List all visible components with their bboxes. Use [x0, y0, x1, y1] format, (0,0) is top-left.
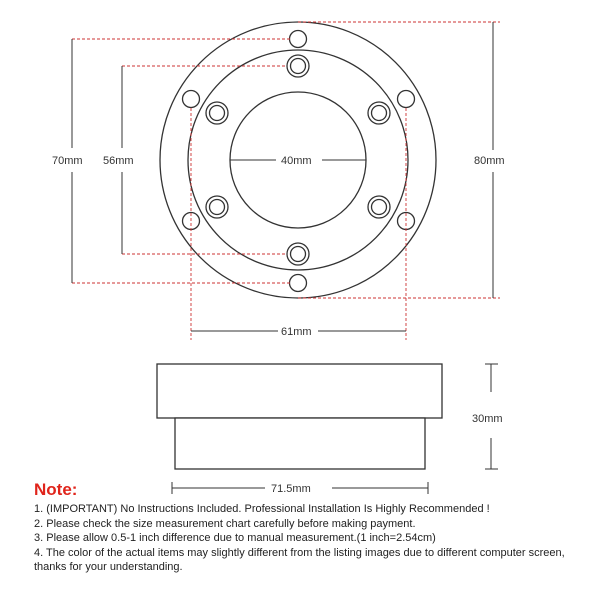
extension-lines	[72, 22, 500, 340]
side-hub	[175, 418, 425, 469]
side-view	[157, 364, 442, 469]
note-item: 2. Please check the size measurement chart carefully before making payment.	[34, 517, 416, 530]
label-71-5mm: 71.5mm	[271, 483, 311, 495]
dimension-40mm	[230, 155, 366, 167]
stud-hole-top	[290, 31, 307, 48]
dimension-70mm	[52, 39, 83, 283]
note-list	[34, 502, 594, 575]
note-item: 1. (IMPORTANT) No Instructions Included. Professional Installation Is Highly Recommended !	[34, 503, 490, 515]
dimension-61mm	[191, 326, 406, 338]
label-70mm: 70mm	[52, 155, 83, 167]
stud-hole-bottom	[290, 275, 307, 292]
note-item: 4. The color of the actual items may slightly different from the listing images due to different computer screen, thanks for your understanding.	[34, 546, 565, 573]
note-item: 3. Please allow 0.5-1 inch difference due to manual measurement.(1 inch=2.54cm)	[34, 532, 436, 544]
stud-hole-upper-left	[183, 91, 200, 108]
dimension-71-5mm	[172, 482, 428, 495]
dimension-80mm	[474, 22, 505, 298]
note-title: Note:	[34, 480, 78, 499]
stud-hole-upper-right	[398, 91, 415, 108]
dimension-56mm	[103, 66, 134, 254]
label-30mm: 30mm	[472, 413, 503, 425]
label-40mm: 40mm	[281, 155, 312, 167]
dimension-30mm	[472, 364, 503, 469]
label-80mm: 80mm	[474, 155, 505, 167]
label-61mm: 61mm	[281, 326, 312, 338]
side-flange	[157, 364, 442, 418]
label-56mm: 56mm	[103, 155, 134, 167]
